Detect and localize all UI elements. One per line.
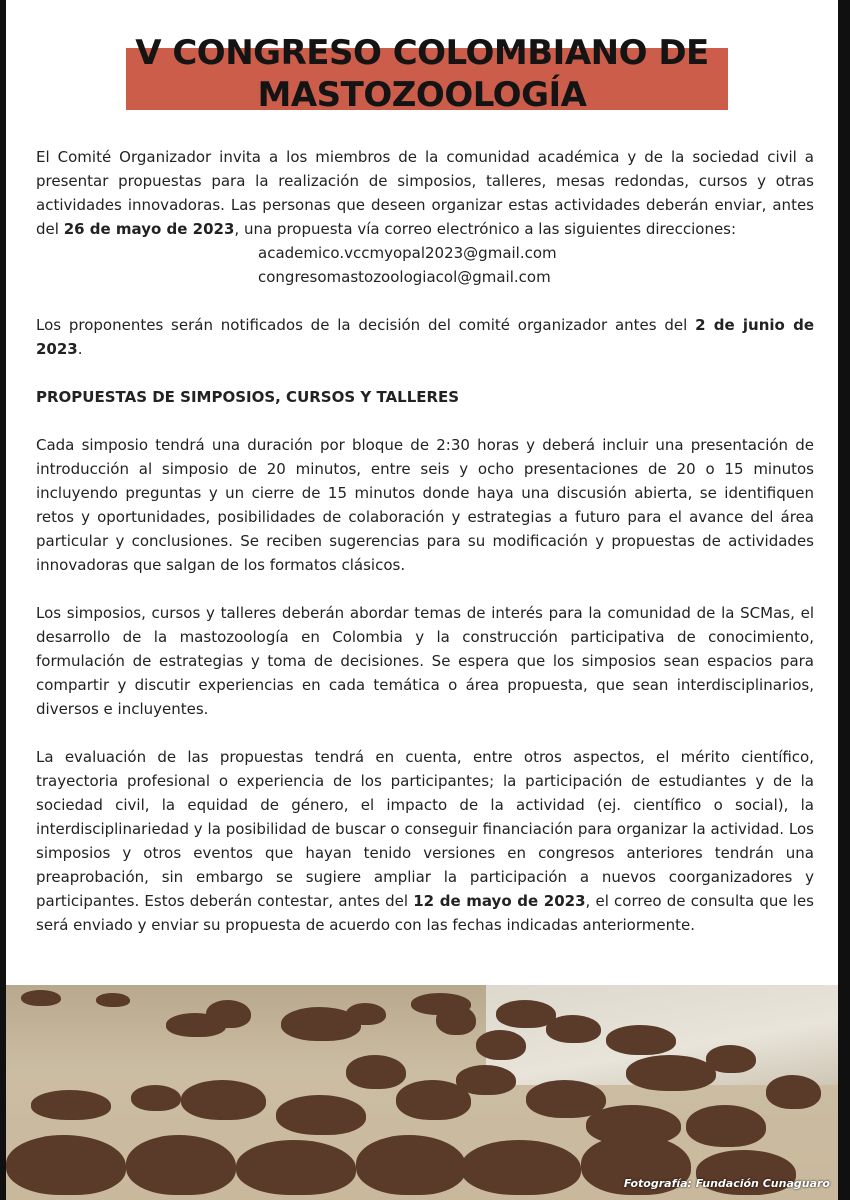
email-list [36, 241, 814, 289]
section-heading: PROPUESTAS DE SIMPOSIOS, CURSOS Y TALLERES [36, 388, 460, 406]
notification-paragraph: Los proponentes serán notificados de la decisión del comité organizador antes del 2 de junio de 2023. [36, 316, 815, 358]
intro-paragraph: El Comité Organizador invita a los miembros de la comunidad académica y de la sociedad civil a presentar propuestas para la realización de simposios, talleres, mesas redondas, cursos y otras actividades innovadoras. Las personas que deseen organizar estas actividades deberán enviar, antes del 26 de mayo de 2023, una propuesta vía correo electrónico a las siguientes direcciones: [36, 148, 814, 238]
email-address: academico.vccmyopal2023@gmail.com [258, 244, 557, 262]
title-line-2: MASTOZOOLOGÍA [257, 75, 587, 115]
photo-credit: Fotografía: Fundación Cunaguaro [623, 1177, 830, 1190]
evaluation-paragraph: La evaluación de las propuestas tendrá en cuenta, entre otros aspectos, el mérito científico, trayectoria profesional o experiencia de los participantes; la participación de estudiantes y de la sociedad civil, la equidad de género, el impacto de la actividad (ej. científico o social), la interdisciplinariedad y la posibilidad de buscar o conseguir financiación para organizar la actividad. Los simposios y otros eventos que hayan tenido versiones en congresos anteriores tendrán una preaprobación, sin embargo se sugiere ampliar la participación a nuevos coorganizadores y participantes. Estos deberán contestar, antes del 12 de mayo de 2023, el correo de consulta que les será enviado y enviar su propuesta de acuerdo con las fechas indicadas anteriormente. [36, 748, 814, 934]
title-block [6, 28, 838, 118]
evaluation-date: 12 de mayo de 2023 [413, 892, 586, 910]
notification-date: 2 de junio de 2023 [36, 316, 815, 358]
title-line-1: V CONGRESO COLOMBIANO DE [135, 33, 709, 73]
body-text [36, 145, 814, 937]
symposium-paragraph: Cada simposio tendrá una duración por bloque de 2:30 horas y deberá incluir una presentación de introducción al simposio de 20 minutos, entre seis y ocho presentaciones de 20 o 15 minutos incluyendo preguntas y un cierre de 15 minutos donde haya una discusión abierta, se identifiquen retos y oportunidades, posibilidades de colaboración y estrategias a futuro para el avance del área particular y conclusiones. Se reciben sugerencias para su modificación y propuestas de actividades innovadoras que salgan de los formatos clásicos. [36, 436, 814, 574]
page-title [6, 32, 838, 116]
document-page [6, 0, 838, 1200]
topics-paragraph: Los simposios, cursos y talleres deberán abordar temas de interés para la comunidad de la SCMas, el desarrollo de la mastozoología en Colombia y la construcción participativa de conocimiento, formulación de estrategias y toma de decisiones. Se espera que los simposios sean espacios para compartir y discutir experiencias en cada temática o área propuesta, que sean interdisciplinarios, diversos e incluyentes. [36, 604, 814, 718]
deadline-date: 26 de mayo de 2023 [63, 220, 235, 238]
capybara-photo [6, 985, 838, 1200]
email-address: congresomastozoologiacol@gmail.com [258, 268, 551, 286]
